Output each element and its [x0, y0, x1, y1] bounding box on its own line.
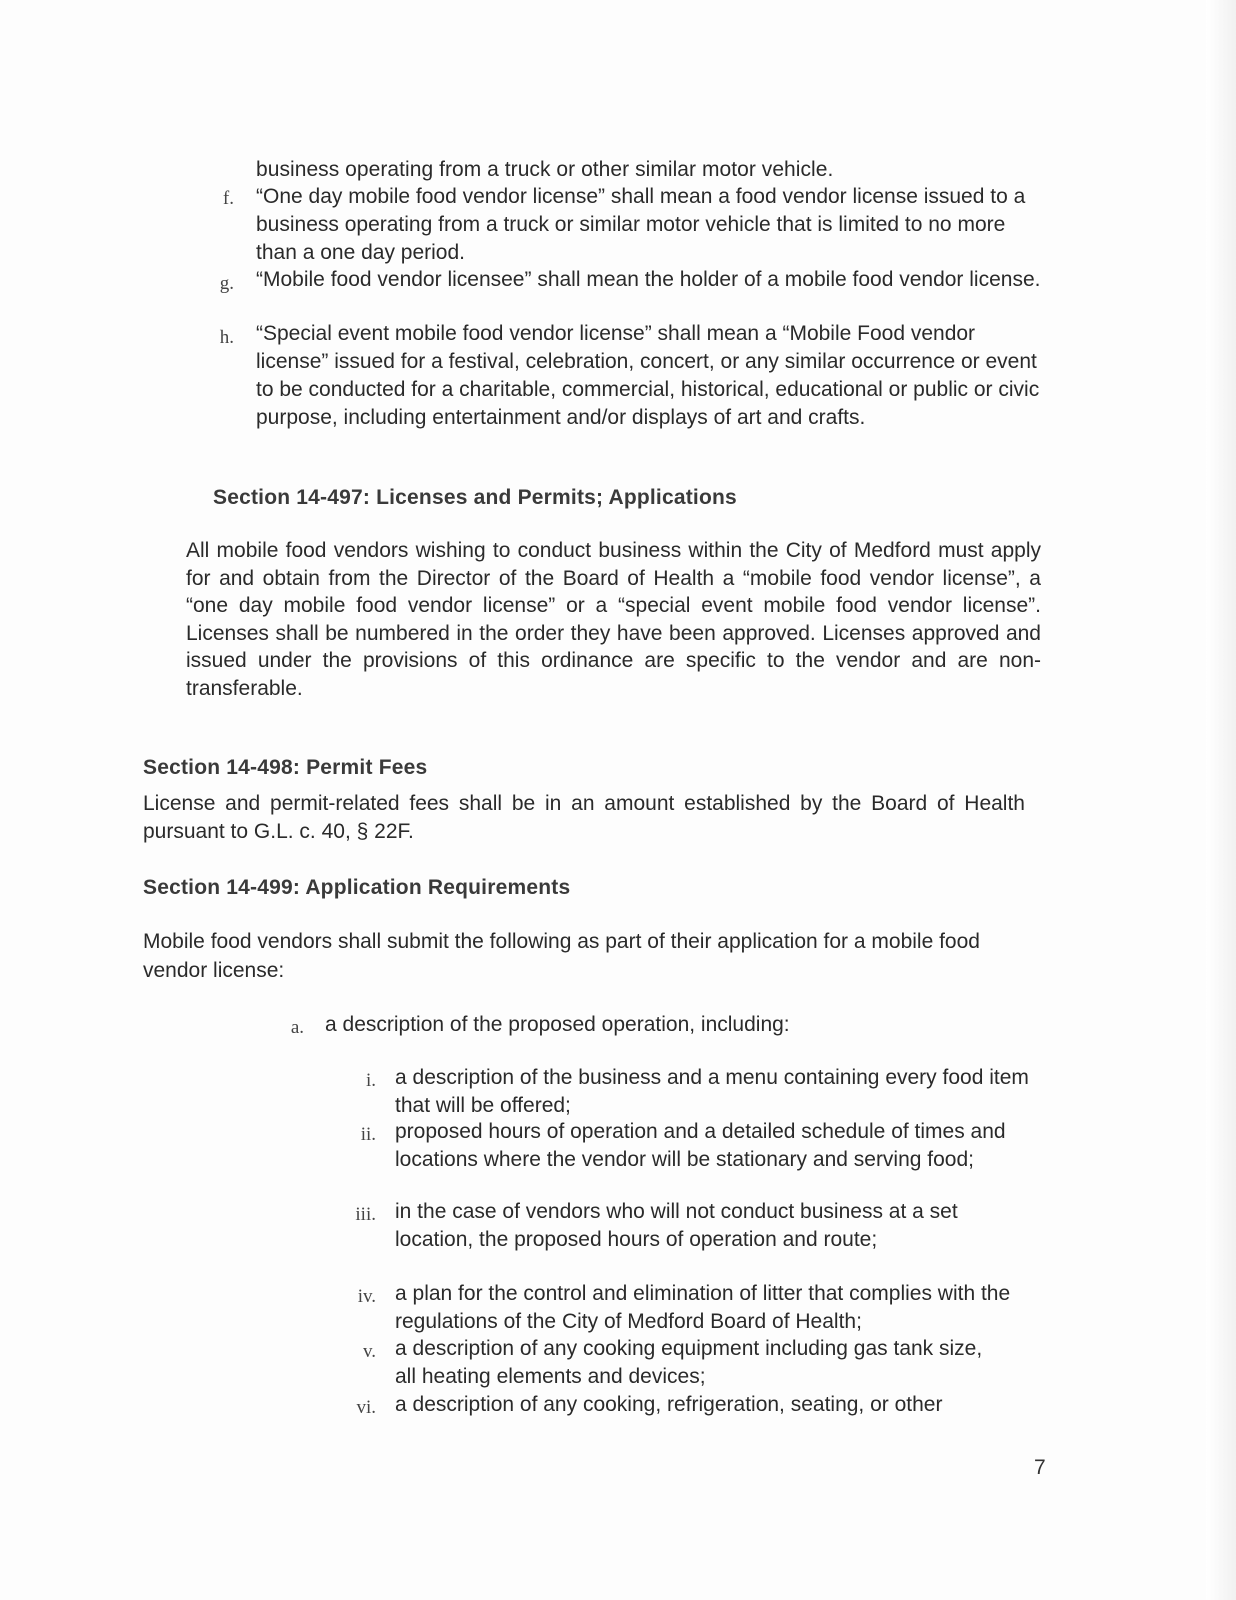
list-marker: vi. [356, 1397, 376, 1418]
definition-item-f [0, 183, 1236, 267]
definition-text: “Mobile food vendor licensee” shall mean the holder of a mobile food vendor license. [256, 268, 1041, 291]
list-marker: ii. [360, 1124, 376, 1145]
subitem-v [0, 1335, 1236, 1391]
list-marker: iv. [357, 1286, 376, 1307]
section-497-body: All mobile food vendors wishing to conduct business within the City of Medford must apply for and obtain from the Director of the Board of Health a “mobile food vendor license”, a “one day mobile food vendor license” or a “special event mobile food vendor license”. Licenses shall be numbered in the order they have been approved. Licenses approved and issued under the provisions of this ordinance are specific to the vendor and are non- transferable. [186, 539, 1041, 700]
definition-item-g [0, 266, 1236, 322]
list-marker: h. [219, 327, 234, 348]
subitem-iv [0, 1280, 1236, 1336]
list-marker: iii. [355, 1204, 376, 1225]
section-498-body: License and permit-related fees shall be in an amount established by the Board of Health pursuant to G.L. c. 40, § 22F. [143, 792, 1025, 843]
subitem-ii [0, 1118, 1236, 1202]
subitem-text: a plan for the control and elimination of litter that complies with the regulations of the City of Medford Board of Health; [395, 1282, 1011, 1333]
section-498-heading: Section 14-498: Permit Fees [143, 756, 428, 779]
page-number: 7 [1034, 1456, 1046, 1479]
subitem-text: a description of any cooking equipment including gas tank size, all heating elements and devices; [395, 1337, 983, 1388]
list-marker: v. [362, 1341, 376, 1362]
subitem-i [0, 1064, 1236, 1120]
subitem-vi [0, 1391, 1236, 1421]
subitem-text: a description of any cooking, refrigeration, seating, or other [395, 1393, 943, 1416]
subitem-text: in the case of vendors who will not conduct business at a set location, the proposed hours of operation and route; [395, 1200, 958, 1251]
list-marker: a. [290, 1017, 304, 1038]
requirement-item-a [0, 1011, 1236, 1041]
subitem-text: proposed hours of operation and a detailed schedule of times and locations where the vendor will be stationary and serving food; [395, 1120, 1006, 1171]
list-marker: f. [222, 188, 234, 209]
subitem-text: a description of the business and a menu containing every food item that will be offered; [395, 1066, 1029, 1117]
requirement-text: a description of the proposed operation, including: [325, 1013, 790, 1036]
definition-text: “Special event mobile food vendor license” shall mean a “Mobile Food vendor license” issued for a festival, celebration, concert, or any similar occurrence or event to be conducted for a charitable, commercial, historical, educational or public or civic purpose, including entertainment and/or displays of art and crafts. [256, 322, 1040, 429]
definition-item-h [0, 320, 1236, 460]
list-marker: i. [365, 1070, 376, 1091]
subitem-iii [0, 1198, 1236, 1282]
section-497-heading: Section 14-497: Licenses and Permits; Applications [213, 486, 737, 509]
list-marker: g. [219, 273, 234, 294]
section-499-intro: Mobile food vendors shall submit the following as part of their application for a mobile food vendor license: [143, 930, 980, 982]
section-499-heading: Section 14-499: Application Requirements [143, 876, 571, 899]
continuation-text: business operating from a truck or other similar motor vehicle. [256, 158, 834, 181]
definition-text: “One day mobile food vendor license” shall mean a food vendor license issued to a business operating from a truck or similar motor vehicle that is limited to no more than a one day period. [256, 185, 1026, 264]
